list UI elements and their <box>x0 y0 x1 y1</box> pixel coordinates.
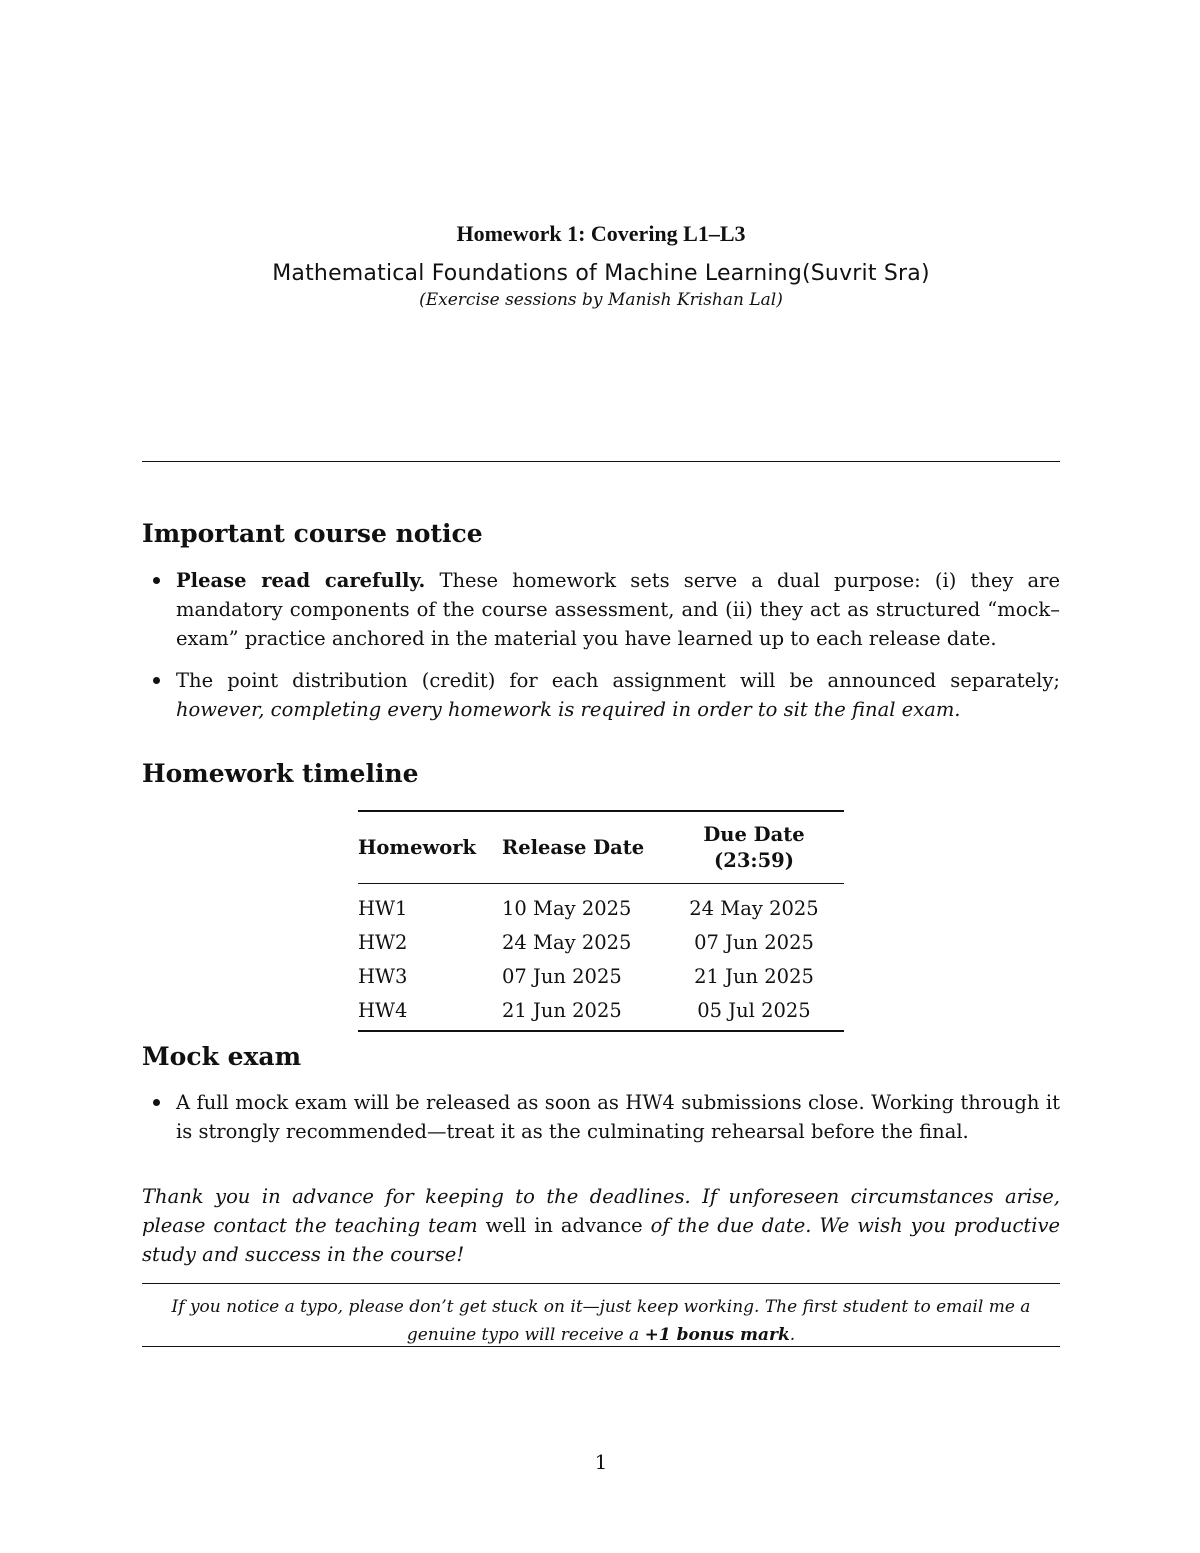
table-cell-due-date: 24 May 2025 <box>689 897 819 920</box>
timeline-table <box>358 810 844 1032</box>
page-number: 1 <box>594 1450 608 1474</box>
typo-note-top-divider <box>142 1283 1060 1284</box>
table-header-row <box>358 811 844 884</box>
table-row <box>358 994 844 1031</box>
typo-note-bottom-divider <box>142 1346 1060 1347</box>
table-cell-release-date: 10 May 2025 <box>502 897 632 920</box>
closing-text-part-3: of the due date. We wish you productive study and success in the course! <box>142 1214 1060 1266</box>
typo-note-end: . <box>789 1325 796 1345</box>
table-row <box>358 926 844 960</box>
table-cell-homework: HW4 <box>358 999 408 1022</box>
typo-note <box>142 1293 1060 1349</box>
typo-note-text: If you notice a typo, please don’t get stuck on it—just keep working. The first student to email me a genuine typo will receive a <box>171 1297 1031 1345</box>
table-cell-release-date: 24 May 2025 <box>502 931 632 954</box>
closing-paragraph <box>142 1182 1060 1269</box>
table-row <box>358 884 844 927</box>
table-cell-due-date: 05 Jul 2025 <box>697 999 811 1022</box>
notice-item-2-text: The point distribution (credit) for each assignment will be announced separately; <box>176 669 1060 692</box>
column-header-due-date: Due Date (23:59) <box>703 823 805 872</box>
timeline-heading: Homework timeline <box>142 759 419 788</box>
closing-text-part-2: well in advance <box>477 1214 651 1237</box>
notice-item-1 <box>142 566 1060 653</box>
mock-exam-item <box>142 1088 1060 1146</box>
typo-note-bonus: +1 bonus mark <box>644 1325 790 1345</box>
notice-list <box>142 566 1060 737</box>
notice-item-2 <box>142 666 1060 724</box>
mock-exam-heading: Mock exam <box>142 1042 302 1071</box>
closing-text-part-1: Thank you in advance for keeping to the deadlines. If unforeseen circumstances arise, please contact the teaching team <box>142 1185 1060 1237</box>
table-cell-release-date: 07 Jun 2025 <box>502 965 622 988</box>
homework-title: Homework 1: Covering L1–L3 <box>456 221 746 246</box>
notice-heading: Important course notice <box>142 519 483 548</box>
bullet-icon <box>153 677 160 684</box>
table-cell-homework: HW1 <box>358 897 408 920</box>
title-block <box>142 219 1060 311</box>
bullet-icon <box>153 577 160 584</box>
table-row <box>358 960 844 994</box>
top-divider <box>142 461 1060 462</box>
table-cell-homework: HW3 <box>358 965 408 988</box>
column-header-homework: Homework <box>358 836 477 859</box>
table-cell-due-date: 21 Jun 2025 <box>694 965 814 988</box>
mock-exam-list <box>142 1088 1060 1159</box>
document-page <box>142 0 1060 1553</box>
table-cell-release-date: 21 Jun 2025 <box>502 999 622 1022</box>
course-title: Mathematical Foundations of Machine Learning(Suvrit Sra) <box>272 261 930 286</box>
exercise-sessions-note: (Exercise sessions by Manish Krishan Lal) <box>419 290 783 310</box>
notice-item-1-lead: Please read carefully. <box>176 569 426 592</box>
column-header-release-date: Release Date <box>502 836 645 859</box>
notice-item-2-emphasis: however, completing every homework is required in order to sit the final exam. <box>176 698 961 721</box>
table-cell-due-date: 07 Jun 2025 <box>694 931 814 954</box>
table-cell-homework: HW2 <box>358 931 408 954</box>
bullet-icon <box>153 1099 160 1106</box>
mock-exam-item-text: A full mock exam will be released as soon as HW4 submissions close. Working through it is strongly recommended—treat it as the culminating rehearsal before the final. <box>176 1091 1060 1143</box>
notice-item-1-text: These homework sets serve a dual purpose: (i) they are mandatory components of the course assessment, and (ii) they act as structured “mock–exam” practice anchored in the material you have learned up to each release date. <box>176 569 1060 650</box>
